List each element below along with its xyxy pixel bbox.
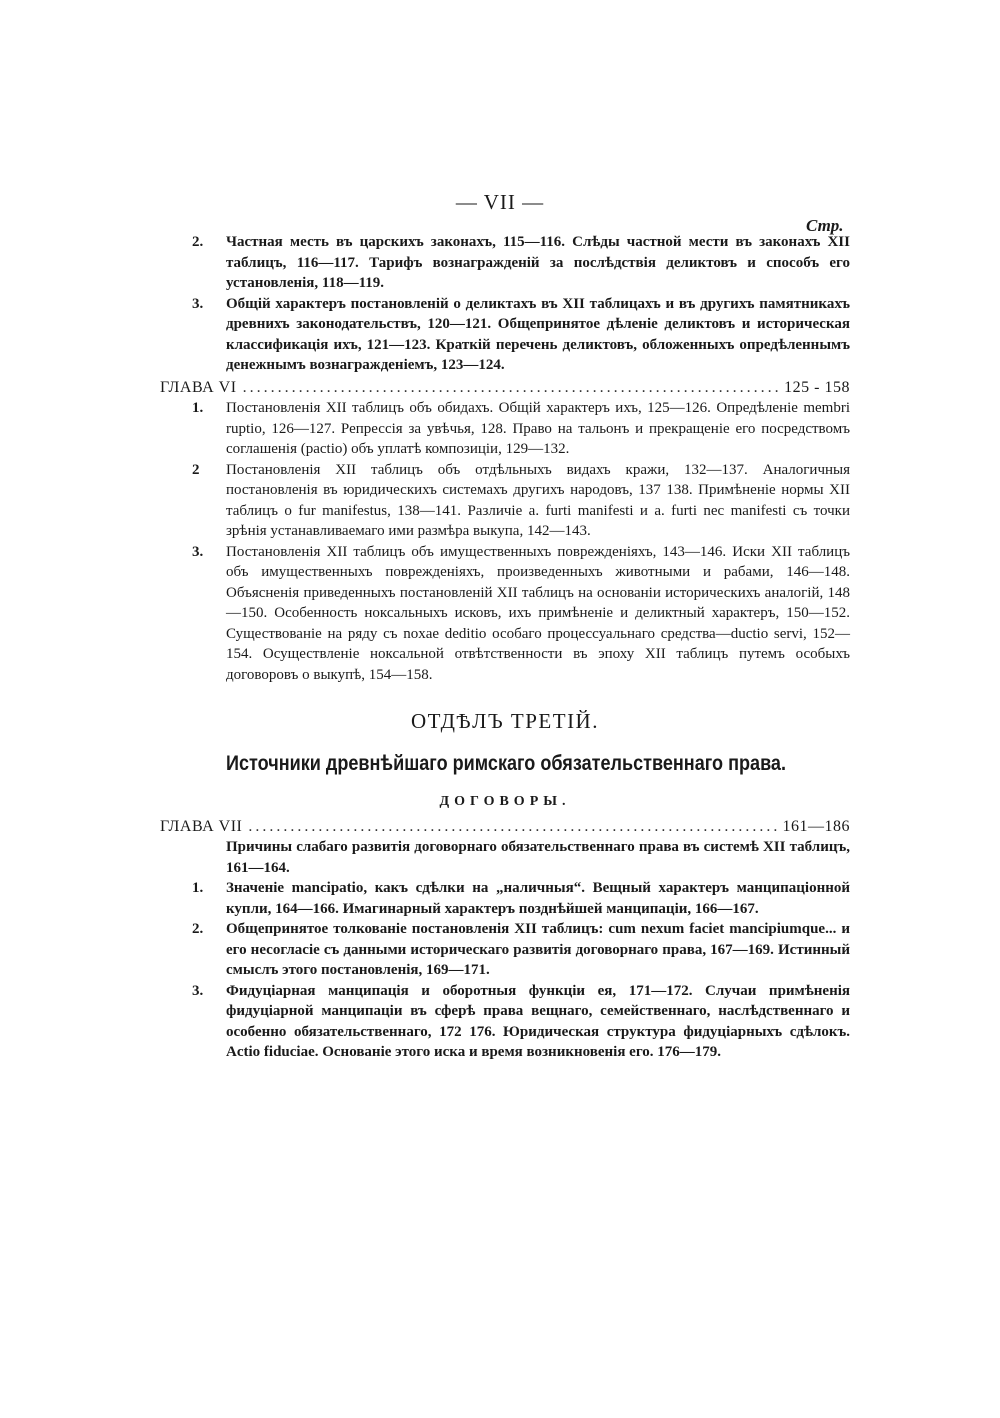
toc-item-text: Постановленія XII таблицъ объ обидахъ. Общій характеръ ихъ, 125—126. Опредѣленіе membri ruptio, 126—127. Репрессія за увѣчья, 128. Право на тальонъ и прекращеніе его посредствомъ соглашенія (pactio) объ уплатѣ композиціи, 129—132. (226, 400, 850, 457)
toc-item (160, 460, 850, 542)
page-number: — VII — (455, 190, 545, 214)
toc-item-text: Постановленія XII таблицъ объ отдѣльныхъ видахъ кражи, 132—137. Аналогичныя постановленія въ юридическихъ системахъ другихъ народовъ, 137 138. Примѣненіе нормы XII таблицъ о fur manifestus, 138—141. Различіе a. furti manifesti и a. furti nec manifesti съ точки зрѣнія устанавливаемаго ими размѣра выкупа, 142—143. (226, 461, 850, 539)
toc-item-number: 3. (192, 543, 204, 560)
chapter-7-pages: 161—186 (782, 817, 850, 835)
toc-item-number: 2 (192, 461, 200, 478)
toc-item-text: Общій характеръ постановленій о деликтахъ въ XII таблицахъ и въ другихъ памятникахъ древнихъ законодательствъ, 120—121. Общепринятое дѣленіе деликтовъ и историческая классификація ихъ, 121—123. Краткій перечень деликтовъ, обложенныхъ опредѣленнымъ денежнымъ вознагражденіемъ, 123—124. (226, 295, 850, 373)
section-title: ОТДѢЛЪ ТРЕТІЙ. (411, 709, 599, 733)
toc-item-text: Постановленія XII таблицъ объ имущественныхъ поврежденіяхъ, 143—146. Иски XII таблицъ объ имущественныхъ поврежденіяхъ, произведенныхъ животными и рабами, 146—148. Объясненія приведенныхъ постановленій XII таблицъ на основаніи историческихъ аналогій, 148—150. Особенность ноксальныхъ исковъ, ихъ примѣненіе и деликтный характеръ, 150—152. Существованіе на ряду съ noxae deditio особаго процессуальнаго средства—ductio servi, 152—154. Осуществленіе ноксальной отвѣтственности въ эпоху XII таблицъ путемъ особыхъ договоровъ о выкупѣ, 154—158. (226, 543, 850, 683)
toc-item-number: 1. (192, 400, 204, 416)
chapter-7-label: ГЛАВА VII (160, 817, 243, 835)
toc-item (160, 878, 850, 919)
toc-item-text: Значеніе mancipatio, какъ сдѣлки на „наличныя“. Вещный характеръ манципаціонной купли, 164—166. Имагинарный характеръ позднѣйшей манципаціи, 166—167. (226, 880, 850, 917)
toc-item-number: 2. (192, 234, 204, 250)
chapter-6-pages: 125 - 158 (784, 378, 850, 396)
toc-item-number: 3. (192, 295, 204, 312)
toc-item (160, 542, 850, 686)
toc-item-text: Общепринятое толкованіе постановленія XII таблицъ: cum nexum faciet mancipiumque... и его несогласіе съ данными историческаго развитія договорнаго права, 167—169. Истинный смыслъ этого постановленія, 169—171. (226, 921, 850, 978)
toc-item (160, 981, 850, 1063)
chapter-7-line (160, 817, 850, 838)
toc-item-text: Частная месть въ царскихъ законахъ, 115—116. Слѣды частной мести въ законахъ XII таблицъ, 116—117. Тарифъ вознагражденій за послѣдствія деликтовъ и способъ его установленія, 118—119. (226, 234, 850, 291)
dot-leader (243, 378, 779, 399)
toc-item-number: 2. (192, 921, 204, 937)
toc-item (160, 398, 850, 460)
toc-item (160, 919, 850, 981)
page-column-label: Стр. (806, 216, 844, 235)
dot-leader (248, 817, 776, 838)
table-of-contents (160, 232, 850, 1063)
chapter-6-line (160, 378, 850, 399)
chapter-7-intro: Причины слабаго развитія договорнаго обязательственнаго права въ системѣ XII таблицъ, 161—164. (226, 839, 850, 876)
toc-item (160, 232, 850, 294)
toc-item-number: 3. (192, 982, 204, 999)
section-heading: ДОГОВОРЫ. (439, 794, 571, 809)
toc-item (160, 294, 850, 376)
chapter-6-label: ГЛАВА VI (160, 378, 237, 396)
toc-item-text: Фидуціарная манципація и оборотныя функціи ея, 171—172. Случаи примѣненія фидуціарной манципаціи въ сферѣ права вещнаго, семейственнаго, наслѣдственнаго и особенно обязательственнаго, 172 176. Юридическая структура фидуціарныхъ сдѣлокъ. Actio fiduciae. Основаніе этого иска и время возникновенія его. 176—179. (226, 982, 850, 1060)
section-subtitle: Источники древнѣйшаго римскаго обязательственнаго права. (226, 751, 786, 775)
toc-item-number: 1. (192, 880, 204, 896)
